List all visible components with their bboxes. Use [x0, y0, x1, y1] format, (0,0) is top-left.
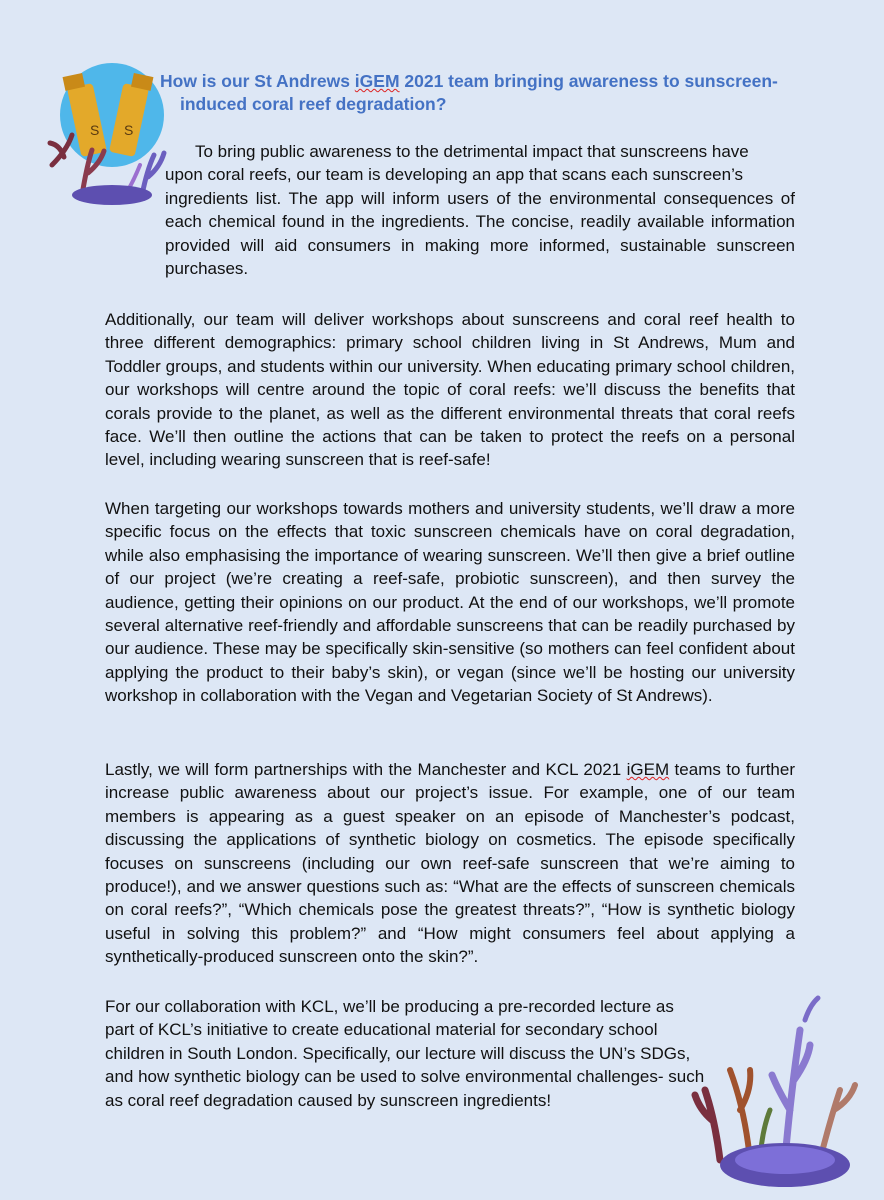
paragraph-partnerships-prefix: Lastly, we will form partnerships with the Manchester and KCL 2021: [105, 760, 627, 779]
paragraph-app: [105, 140, 795, 280]
title-line1-prefix: How is our St Andrews: [160, 71, 355, 91]
paragraph-kcl: For our collaboration with KCL, we’ll be producing a pre-recorded lecture as part of KCL’s initiative to create educational material for secondary school children in South London. Specifically, our lecture will discuss the UN’s SDGs, and how synthetic biology can be used to solve environmental challenges- such as coral reef degradation caused by sunscreen ingredients!: [105, 997, 705, 1110]
paragraph-app-line2: upon coral reefs, our team is developing an app that scans each sunscreen’s: [165, 165, 744, 185]
paragraph-mothers-students: When targeting our workshops towards mothers and university students, we’ll draw a more specific focus on the effects that toxic sunscreen chemicals have on coral degradation, while also emphasising the importance of wearing sunscreen. We’ll then give a brief outline of our project (we’re creating a reef-safe, probiotic sunscreen), and then survey the audience, getting their opinions on our product. At the end of our workshops, we’ll promote several alternative reef-friendly and affordable sunscreens that can be readily purchased by our audience. These may be specifically skin-sensitive (so mothers can feel confident about applying the product to their baby’s skin), or vegan (since we’ll be hosting our university workshop in collaboration with the Vegan and Vegetarian Society of St Andrews).: [105, 499, 795, 706]
paragraph-workshops: Additionally, our team will deliver workshops about sunscreens and coral reef health to three different demographics: primary school children living in St Andrews, Mum and Toddler groups, and students within our university. When educating primary school children, our workshops will centre around the topic of coral reefs: we’ll discuss the benefits that corals provide to the planet, as well as the different environmental threats that coral reefs face. We’ll then outline the actions that can be taken to protect the reefs on a personal level, including wearing sunscreen that is reef-safe!: [105, 310, 795, 470]
paragraph-partnerships: [105, 758, 795, 969]
paragraph-app-line1: To bring public awareness to the detrimental impact that sunscreens have: [195, 142, 749, 161]
coral-mound-top-icon: [735, 1146, 835, 1174]
coral-reef-illustration: [690, 990, 870, 1190]
page-title: [160, 70, 810, 116]
bottle-letter-left: S: [90, 122, 100, 138]
paragraph-app-rest: ingredients list. The app will inform users of the environmental consequences of each chemical found in the ingredients. The concise, readily available information provided will aid consumers in making more informed, sustainable sunscreen purchases.: [165, 188, 795, 279]
bottle-letter-right: S: [124, 122, 134, 138]
title-line1-suffix: 2021 team bringing awareness to sunscreen-: [399, 71, 778, 91]
paragraph-partnerships-igem: iGEM: [626, 760, 670, 779]
paragraph-partnerships-suffix: teams to further increase public awareness about our project’s issue. For example, one of our team members is appearing as a guest speaker on an episode of Manchester’s podcast, discussing the applications of synthetic biology on cosmetics. The episode specifically focuses on sunscreens (including our own reef-safe sunscreen that we’re aiming to produce!), and we answer questions such as: “What are the effects of sunscreen chemicals on coral reefs?”, “Which chemicals pose the greatest threats?”, “How is synthetic biology useful in solving this problem?” and “How might consumers feel about applying a synthetically-produced sunscreen onto the skin?”.: [105, 760, 795, 967]
coral-branch-icon: [695, 998, 855, 1160]
title-igem: iGEM: [354, 71, 400, 91]
title-line2: induced coral reef degradation?: [180, 94, 447, 114]
